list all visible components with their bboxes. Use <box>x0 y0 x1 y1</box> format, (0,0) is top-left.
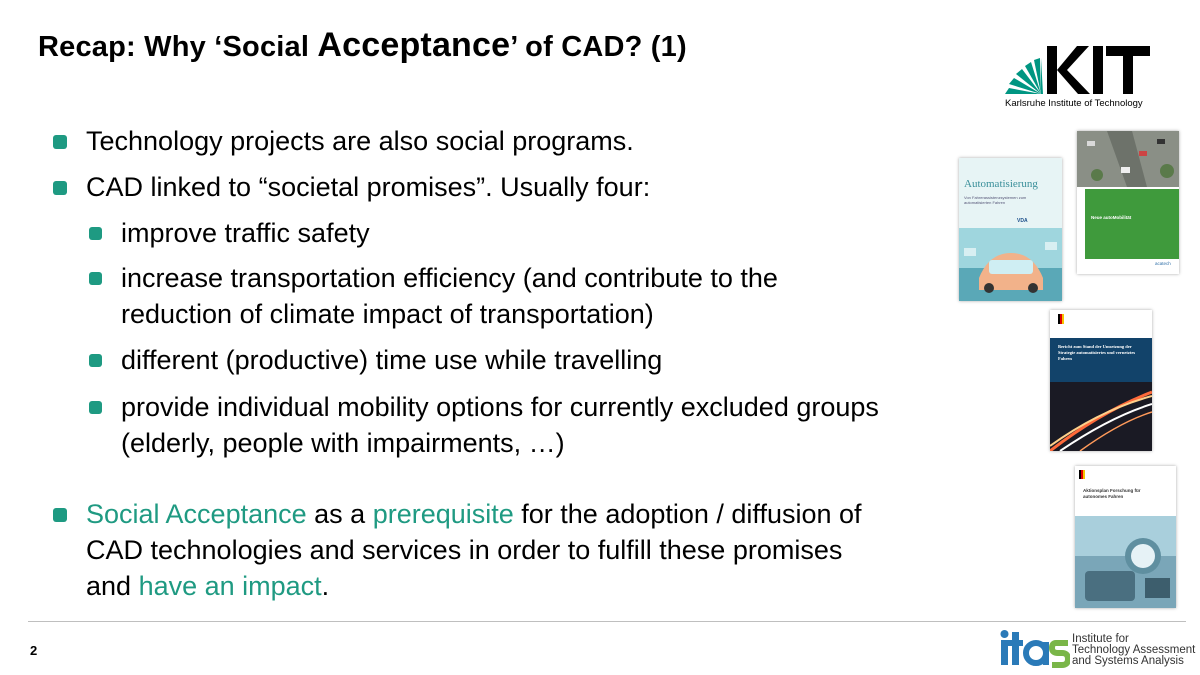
page-number: 2 <box>30 643 38 658</box>
sub-bullet-marker <box>89 354 102 367</box>
car-interior-icon <box>1075 516 1176 608</box>
sub-bullet-3: different (productive) time use while travelling <box>121 345 663 375</box>
cover-brand: acatech <box>1155 261 1171 266</box>
bullet-3-text: as a <box>306 499 373 529</box>
term-prerequisite: prerequisite <box>372 499 514 529</box>
cover-title: Automatisierung <box>964 178 1038 190</box>
sub-bullet-4-line-2: (elderly, people with impairments, …) <box>121 428 565 458</box>
cover-title: Bericht zum Stand der Umsetzung der Strategie automatisiertes und vernetztes Fahren <box>1058 344 1136 361</box>
bullet-2: CAD linked to “societal promises”. Usually four: <box>86 172 651 202</box>
footer-divider <box>28 621 1186 622</box>
report-cover-aktionsplan <box>1075 466 1176 608</box>
bullet-marker <box>53 135 67 149</box>
itas-line-2: Technology Assessment <box>1072 644 1196 656</box>
slide-title <box>38 26 687 65</box>
bullet-1: Technology projects are also social programs. <box>86 126 634 156</box>
bullet-3-text: for the adoption / diffusion of <box>513 499 862 529</box>
term-have-an-impact: have an impact <box>138 571 322 601</box>
sub-bullet-1: improve traffic safety <box>121 218 370 248</box>
kit-logo-caption: Karlsruhe Institute of Technology <box>1005 98 1143 109</box>
bullet-marker <box>53 181 67 195</box>
highway-lights-icon <box>1050 382 1152 451</box>
bullet-3-line-2: CAD technologies and services in order to fulfill these promises <box>86 535 843 565</box>
title-emphasis: Acceptance <box>317 26 511 64</box>
term-social-acceptance: Social Acceptance <box>86 499 307 529</box>
bullet-3-line-3 <box>86 569 329 604</box>
sub-bullet-2-line-2: reduction of climate impact of transportation) <box>121 299 654 329</box>
title-part-1: Recap: Why ‘Social <box>38 31 318 63</box>
itas-caption <box>1072 634 1195 667</box>
title-part-2: ’ of CAD? (1) <box>510 31 687 63</box>
cover-title: Aktionsplan Forschung für autonomes Fahren <box>1083 488 1141 499</box>
report-cover-automatisierung <box>959 158 1062 301</box>
sub-bullet-4-line-1: provide individual mobility options for currently excluded groups <box>121 392 879 422</box>
report-cover-bericht <box>1050 310 1152 451</box>
sub-bullet-marker <box>89 227 102 240</box>
cover-subtitle: Von Fahrerassistenzsystemen zum automatisierten Fahren <box>964 195 1027 205</box>
bullet-3-text: . <box>321 571 330 601</box>
sub-bullet-marker <box>89 401 102 414</box>
traffic-photo-icon <box>1077 131 1179 187</box>
itas-line-1: Institute for <box>1072 633 1129 645</box>
sub-bullet-marker <box>89 272 102 285</box>
itas-logo-icon <box>998 628 1070 668</box>
itas-line-3: and Systems Analysis <box>1072 655 1184 667</box>
bullet-3-line-1 <box>86 497 862 532</box>
cover-brand: VDA <box>1017 218 1028 224</box>
bullet-marker <box>53 508 67 522</box>
cover-title: Neue autoMobilität <box>1091 215 1132 220</box>
sub-bullet-2-line-1: increase transportation efficiency (and contribute to the <box>121 263 778 293</box>
report-cover-acatech <box>1077 131 1179 274</box>
bullet-3-text: and <box>86 571 139 601</box>
car-illustration-icon <box>959 228 1062 301</box>
